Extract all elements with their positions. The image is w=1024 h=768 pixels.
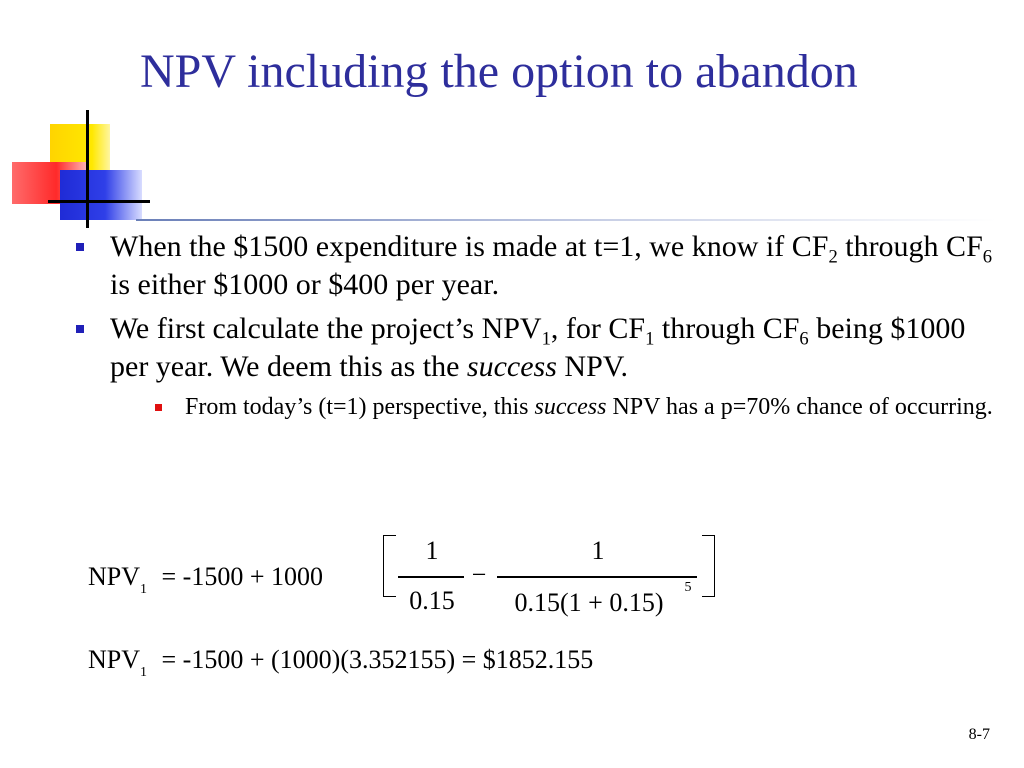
slide-title: NPV including the option to abandon	[140, 45, 858, 98]
equation-2-rhs: = -1500 + (1000)(3.352155) = $1852.155	[161, 645, 594, 674]
slide-logo	[0, 100, 150, 230]
fraction-2-numerator: 1	[591, 536, 605, 565]
bullet-text: , for CF	[550, 312, 646, 345]
sub-bullet-text: From today’s (t=1) perspective, this	[185, 394, 535, 420]
npv-subscript: 1	[140, 665, 148, 680]
equation-1-rhs: = -1500 + 1000	[161, 562, 323, 591]
bullet-marker	[76, 325, 84, 333]
npv-subscript: 1	[140, 582, 148, 597]
sub-bullet-marker	[155, 404, 162, 411]
fraction-2-exponent: 5	[684, 580, 692, 595]
logo-horizontal-line	[48, 200, 150, 203]
fraction-1-numerator: 1	[425, 536, 439, 565]
page-number: 8-7	[968, 726, 990, 743]
fraction-1-denominator: 0.15	[409, 586, 455, 615]
equation-2	[88, 645, 594, 680]
emphasis-text: success	[466, 350, 557, 383]
fraction-2-denominator: 0.15(1 + 0.15)	[514, 588, 664, 617]
logo-blue-square	[60, 170, 142, 220]
subscript: 6	[799, 328, 809, 350]
right-bracket	[702, 535, 715, 597]
npv-label: NPV	[88, 562, 141, 591]
subscript: 1	[645, 328, 655, 350]
bullet-item	[70, 228, 1000, 304]
subscript: 6	[982, 246, 993, 268]
bullet-text: being $1000 per year. We deem this as the	[110, 312, 966, 383]
subscript: 1	[541, 328, 551, 350]
bullet-item	[70, 310, 1000, 386]
equation-1-lhs	[88, 562, 323, 597]
bullet-text: When the $1500 expenditure is made at t=1, we know if CF	[110, 230, 829, 263]
bullet-text: We first calculate the project’s NPV	[110, 312, 542, 345]
sub-bullet-item	[155, 392, 1000, 422]
bullet-text: NPV.	[556, 350, 629, 383]
bullet-text: through CF	[837, 230, 983, 263]
fraction-1-bar	[398, 576, 464, 578]
subscript: 2	[828, 246, 838, 268]
bullet-text: is either $1000 or $400 per year.	[110, 268, 500, 301]
fraction-2-bar	[497, 576, 697, 578]
npv-label: NPV	[88, 645, 141, 674]
bullet-list	[70, 228, 1000, 422]
minus-sign: −	[471, 560, 487, 589]
bullet-marker	[76, 243, 84, 251]
logo-vertical-line	[86, 110, 89, 228]
emphasis-text: success	[534, 394, 607, 420]
bullet-text: through CF	[654, 312, 800, 345]
left-bracket	[383, 535, 396, 597]
sub-bullet-text: NPV has a p=70% chance of occurring.	[606, 394, 993, 420]
title-rule	[136, 219, 996, 221]
